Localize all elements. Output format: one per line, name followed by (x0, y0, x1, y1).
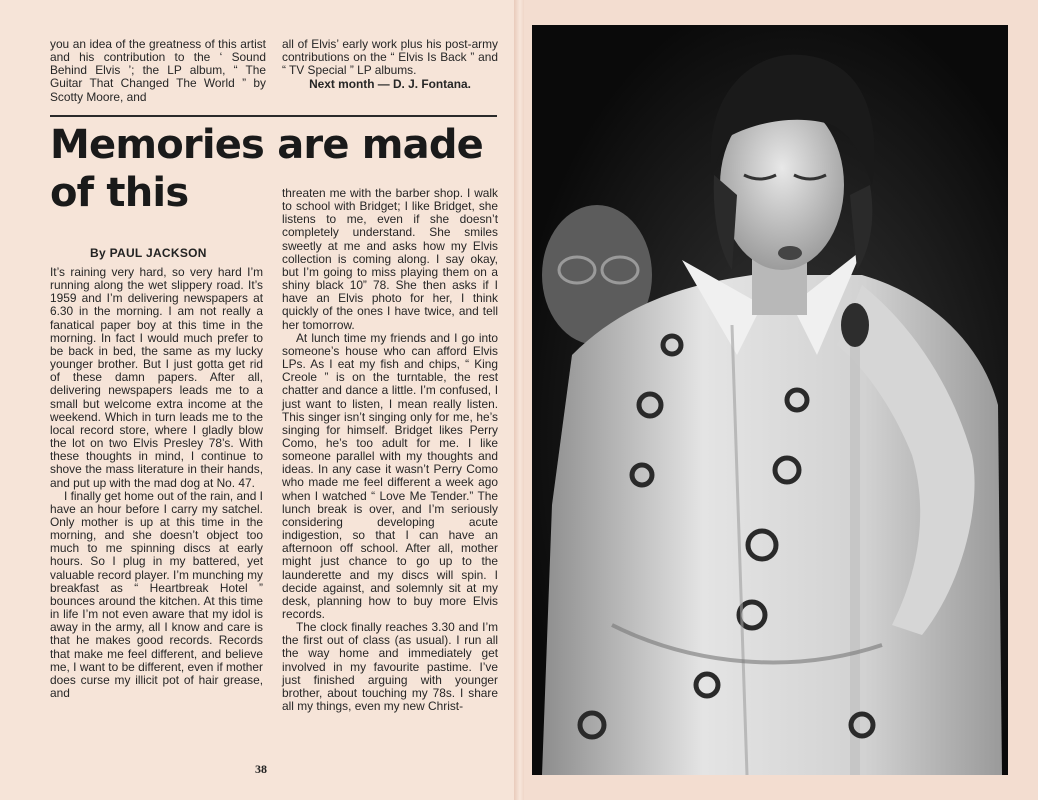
page-number: 38 (255, 762, 267, 776)
article-column-right (282, 187, 498, 713)
performer-photo (532, 25, 1008, 775)
next-month-note: Next month — D. J. Fontana. (309, 77, 471, 92)
article-paragraph: threaten me with the barber shop. I walk to school with Bridget; I like Bridget, she listens to me, even if she doesn’t completely understand. She smiles sweetly at me and asks how my Elvis collection is coming along. I say okay, but I’m going to miss playing them on a shiny black 10” 78. She then asks if I have an Elvis photo for her, I think quickly of the ones I have twice, and tell her tomorrow. (282, 186, 498, 332)
section-divider (50, 115, 497, 117)
previous-article-text-left: you an idea of the greatness of this artist and his contribution to the ‘ Sound Behind Elvis ’; the LP album, “ The Guitar That Changed The World ” by Scotty Moore, and (50, 37, 266, 104)
previous-article-end-right (282, 38, 498, 92)
previous-article-text-right: all of Elvis’ early work plus his post-army contributions on the “ Elvis Is Back ” and “ TV Special ” LP albums. (282, 37, 498, 78)
article-paragraph: I finally get home out of the rain, and I have an hour before I carry my satchel. Only mother is up at this time in the morning, and she doesn’t object too much to me spinning discs at early hours. So I plug in my battered, yet valuable record player. I’m munching my breakfast as “ Heartbreak Hotel ” bounces around the kitchen. At this time in life I’m not even aware that my idol is away in the army, all I know and care is that he makes good records. Records that make me feel different, and believe me, I want to be different, even if mother does curse my illicit pot of hair grease, and (50, 488, 263, 700)
article-byline: By PAUL JACKSON (90, 246, 207, 260)
article-paragraph: At lunch time my friends and I go into someone’s house who can afford Elvis LPs. As I eat my fish and chips, “ King Creole ” is on the turntable, the rest chatter and dance a little. I’m confused, I just want to listen, I mean really listen. This singer isn’t singing only for me, he’s singing for himself. Bridget likes Perry Como, he’s too adult for me. I like someone parallel with my thoughts and ideas. In any case it wasn’t Perry Como who made me feel different a week ago when I watched “ Love Me Tender.” The lunch break is over, and I’m seriously considering developing acute indigestion, so that I can have an afternoon off school. After all, mother might just chance to go up to the launderette and my discs will spin. I decide against, and solemnly sit at my desk, planning how to buy more Elvis records. (282, 330, 498, 621)
performer-photo-illustration (532, 25, 1008, 775)
article-column-left (50, 266, 263, 700)
article-headline: Memories are made of this (50, 122, 484, 216)
page-gutter (514, 0, 524, 800)
article-paragraph: It’s raining very hard, so very hard I’m running along the wet slippery road. It’s 1959 and I’m delivering newspapers at 6.30 in the morning. I am not really a fanatical paper boy at this time in the morning. In fact I would much prefer to be back in bed, the same as my lucky younger brother. But I just gotta get rid of these damn papers. After all, delivering newspapers leads me to a small but welcome extra income at the weekend. Which in turn leads me to the local record store, where I gladly blow the lot on two Elvis Presley 78’s. With these thoughts in mind, I continue to shove the mass literature in their hands, and put up with the mad dog at No. 47. (50, 265, 263, 490)
article-paragraph: The clock finally reaches 3.30 and I’m the first out of class (as usual). I run all the way home and immediately get involved in my favourite pastime. I’ve just finished arguing with younger brother, about touching my 78s. I share all my things, even my new Christ- (282, 620, 498, 714)
previous-article-end-left (50, 38, 266, 104)
